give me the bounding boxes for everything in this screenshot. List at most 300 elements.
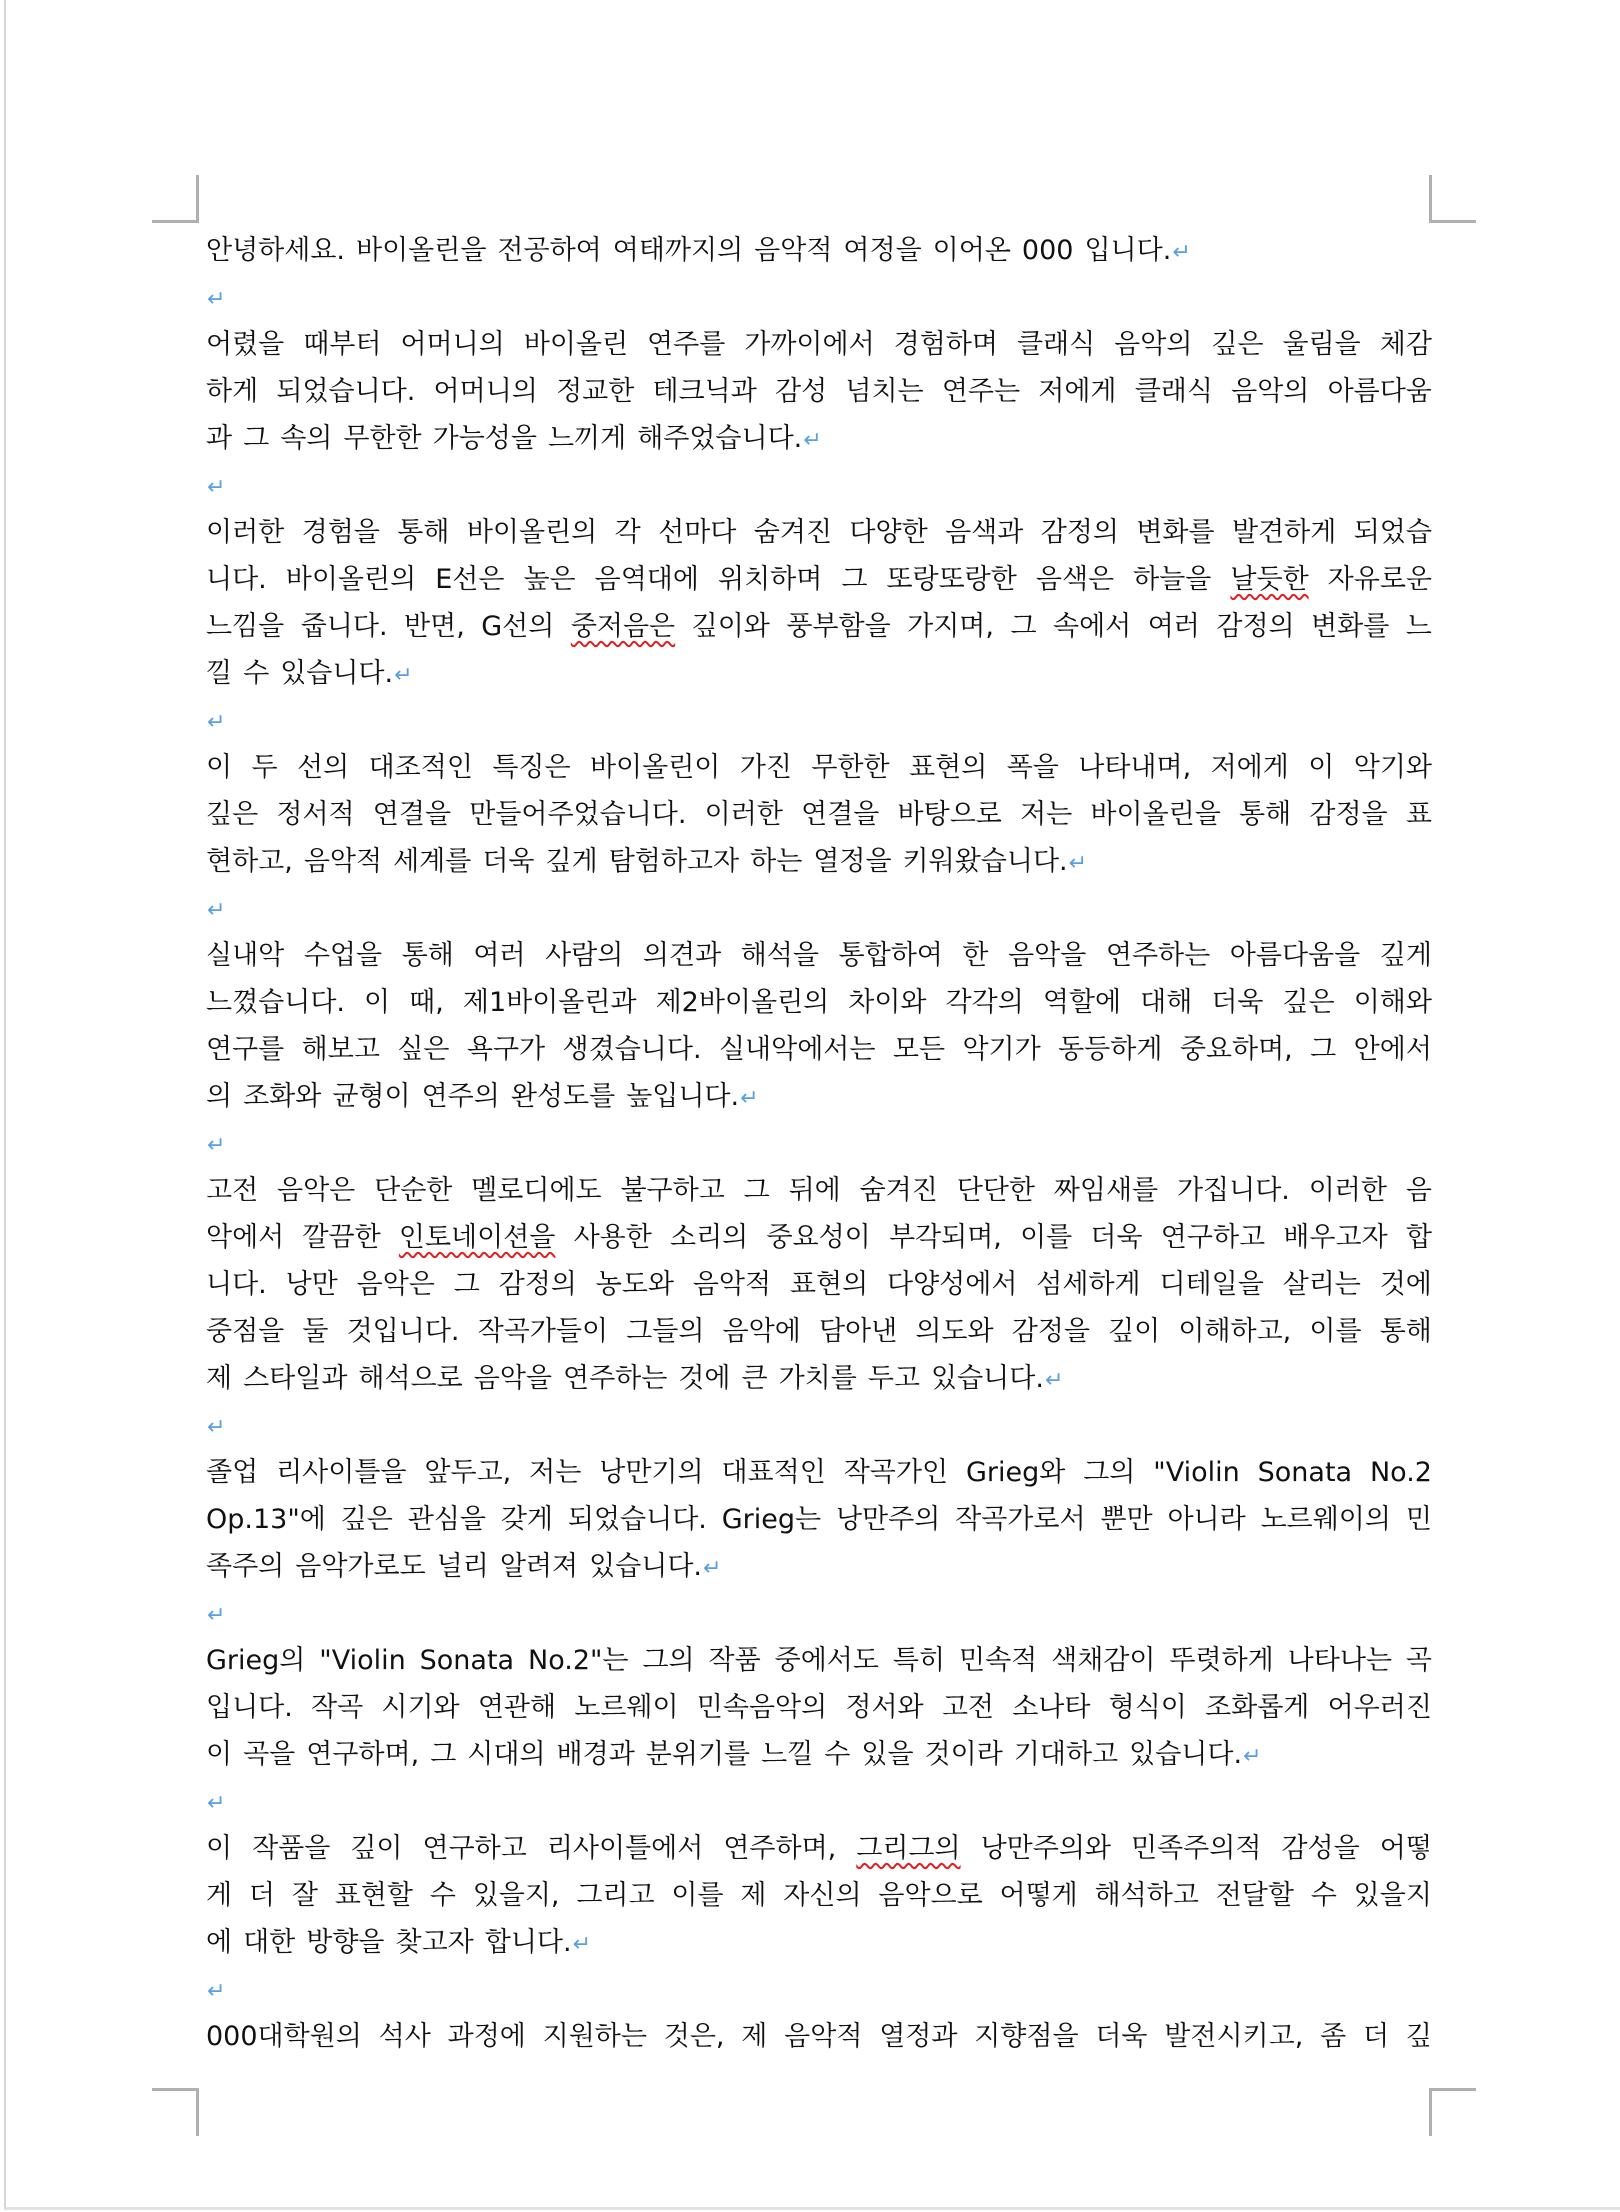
word: 느꼈습니다. (206, 986, 345, 1018)
word: 다양한 (849, 516, 928, 548)
word: 깊게 (1379, 939, 1432, 971)
word: 여러 (473, 939, 526, 971)
word: 동등하게 (1058, 1033, 1163, 1065)
word: 배우고자 (1283, 1221, 1388, 1253)
word: 넘치는 (845, 375, 924, 407)
word: 되었습 (1353, 516, 1432, 548)
word: 여정을 (843, 234, 922, 266)
word: 선의 (297, 751, 350, 783)
word: 뒤에 (788, 1174, 841, 1206)
word: 이 (206, 751, 233, 783)
word: 느 (1405, 610, 1432, 642)
word: 완성도를 (510, 1080, 616, 1112)
word: 그리고 (576, 1879, 655, 1911)
word: 것이라 (924, 1738, 1003, 1770)
text-line[interactable] (206, 1073, 1432, 1120)
word: 키워왔습니다. (902, 845, 1068, 877)
word: 욕구가 (466, 1033, 546, 1065)
word: 음악으로 (878, 1879, 983, 1911)
word: 어떻 (1379, 1832, 1432, 1864)
spelling-error-word: 날듯한 (1230, 563, 1309, 595)
text-line[interactable] (206, 1214, 1432, 1261)
word: 그 (743, 1174, 770, 1206)
word: 000 (1021, 234, 1074, 266)
text-line[interactable] (206, 368, 1432, 415)
empty-paragraph[interactable] (206, 885, 1432, 932)
text-line[interactable] (206, 1543, 1432, 1590)
word: 저는 (1020, 798, 1073, 830)
word: 소나타 (1012, 1691, 1091, 1723)
word: 감정의 (1216, 610, 1295, 642)
empty-paragraph[interactable] (206, 1590, 1432, 1637)
word: 조화와 (243, 1080, 322, 1112)
word: 변화를 (1311, 610, 1390, 642)
text-line[interactable] (206, 227, 1432, 274)
word: 것에 (678, 1362, 731, 1394)
word: 하게 (206, 375, 259, 407)
word: 음악의 (1114, 328, 1193, 360)
word: 정교한 (556, 375, 635, 407)
word: 통해 (1239, 798, 1292, 830)
word: 수 (429, 1879, 456, 1911)
word: 부각되며, (888, 1221, 1002, 1253)
word: 안녕하세요. (206, 234, 345, 266)
word: 살리는 (1282, 1268, 1361, 1300)
word: 그 (1010, 610, 1037, 642)
word: 있습니다. (280, 657, 394, 689)
word: 연결을 (372, 798, 452, 830)
word: 연주하는 (1105, 939, 1211, 971)
word: 노르웨이 (574, 1691, 679, 1723)
word: 작품을 (252, 1832, 331, 1864)
word: 고전 (941, 1691, 994, 1723)
word: 민족주의적 (1131, 1832, 1262, 1864)
empty-paragraph[interactable] (206, 1402, 1432, 1449)
word: 탐험하고자 (608, 845, 740, 877)
word: 표현의 (789, 1268, 869, 1300)
word: 가까이에서 (744, 328, 875, 360)
word: 그 (430, 1738, 457, 1770)
margin-corner-top-right-h (1429, 220, 1476, 223)
word: 느낌을 (206, 610, 285, 642)
word: 배경과 (556, 1738, 635, 1770)
word: 감정의 (1040, 516, 1119, 548)
word: 나타내며, (1078, 751, 1192, 783)
word: 게 (206, 1879, 233, 1911)
word: 여러 (1147, 610, 1200, 642)
empty-paragraph[interactable] (206, 274, 1432, 321)
word: 클래식 (1016, 328, 1096, 360)
word: 안에서 (1353, 1033, 1432, 1065)
word: 방향을 (306, 1926, 385, 1958)
word: 바이올린 (523, 328, 629, 360)
word: 중점을 (206, 1315, 285, 1347)
paragraph-mark-icon: ↵ (207, 897, 226, 923)
word: 높은 (523, 563, 576, 595)
word: 높입니다. (626, 1080, 740, 1112)
word: 실내악에서는 (718, 1033, 876, 1065)
word: 현하고, (206, 845, 293, 877)
word: 낄 (206, 657, 233, 689)
word: 연구하고 (422, 1832, 527, 1864)
paragraph-mark-icon: ↵ (207, 1978, 226, 2004)
word: 음 (1405, 1174, 1432, 1206)
text-line[interactable] (206, 1449, 1432, 1496)
paragraph-mark-icon: ↵ (803, 427, 822, 453)
word: 이를 (1020, 1221, 1073, 1253)
word: 연주는 (941, 375, 1021, 407)
word: 변화를 (1136, 516, 1215, 548)
text-line[interactable] (206, 1637, 1432, 1684)
word: 깊은 (1211, 328, 1264, 360)
word: 통해 (401, 939, 454, 971)
word: 더욱 (1090, 1221, 1143, 1253)
margin-corner-top-left-h (152, 220, 199, 223)
word: 해석으로 (358, 1362, 463, 1394)
empty-paragraph[interactable] (206, 1120, 1432, 1167)
paragraph-mark-icon: ↵ (740, 1085, 759, 1111)
empty-paragraph[interactable] (206, 462, 1432, 509)
word: 정서와 (845, 1691, 924, 1723)
word: 있을지 (1353, 1879, 1432, 1911)
text-line[interactable] (206, 979, 1432, 1026)
word: 발전시키고, (1164, 2020, 1304, 2052)
margin-corner-bottom-left (196, 2088, 199, 2136)
paragraph-mark-icon: ↵ (394, 662, 413, 688)
word: 때부터 (303, 328, 382, 360)
word: 수 (243, 657, 270, 689)
word: 스타일과 (243, 1362, 348, 1394)
word: 대조적인 (368, 751, 473, 783)
word: 중요하며, (1179, 1033, 1293, 1065)
paragraph-mark-icon: ↵ (207, 1132, 226, 1158)
word: 차이와 (848, 986, 927, 1018)
text-line[interactable] (206, 1825, 1432, 1872)
word: 깊이 (350, 1832, 403, 1864)
word: 연구를 (206, 1033, 285, 1065)
word: 체감 (1379, 328, 1432, 360)
word: 이해하고, (1178, 1315, 1292, 1347)
word: 중요성이 (766, 1221, 871, 1253)
word: 짜임새를 (1053, 1174, 1159, 1206)
word: 깊은 (1282, 986, 1335, 1018)
word: 가능성을 (432, 422, 537, 454)
word: 표현할 (334, 1879, 413, 1911)
word: 경험하며 (893, 328, 998, 360)
word: 작곡가로서 (955, 1503, 1086, 1535)
word: No.2 (1369, 1456, 1432, 1488)
word: 수업을 (303, 939, 383, 971)
text-line[interactable] (206, 556, 1432, 603)
word: 깊이와 (691, 610, 770, 642)
word: G선의 (481, 610, 555, 642)
word: 악기가 (962, 1033, 1041, 1065)
word: 숨겨진 (859, 1174, 938, 1206)
word: E선은 (435, 563, 505, 595)
word: Grieg와 (965, 1456, 1066, 1488)
word: 반면, (404, 610, 465, 642)
word: 대표적인 (721, 1456, 826, 1488)
word: 곡 (1405, 1644, 1432, 1676)
word: 아름다움을 (1229, 939, 1361, 971)
word: 특히 (892, 1644, 946, 1676)
word: 느낄 (761, 1738, 814, 1770)
word: 싶은 (397, 1033, 450, 1065)
word: 무한한 (343, 422, 422, 454)
text-line[interactable] (206, 1167, 1432, 1214)
word: 음악적 (754, 234, 833, 266)
word: 수 (1310, 1879, 1337, 1911)
text-line[interactable] (206, 1261, 1432, 1308)
word: 감성 (775, 375, 828, 407)
word: 음색은 (1035, 563, 1115, 595)
word: 그 (841, 563, 868, 595)
word: 선마다 (658, 516, 737, 548)
margin-corner-top-right (1429, 175, 1432, 223)
word: 그들의 (626, 1315, 705, 1347)
word: 해주었습니다. (637, 422, 803, 454)
word: 관심을 (407, 1503, 486, 1535)
word: 제 (206, 1362, 233, 1394)
word: 알려져 (499, 1550, 579, 1582)
word: 해석하고 (1094, 1879, 1199, 1911)
word: 통해 (1379, 1315, 1432, 1347)
word: 속의 (280, 422, 333, 454)
word: 단순한 (374, 1174, 453, 1206)
word: 찾고자 (395, 1926, 474, 1958)
word: 민 (1405, 1503, 1432, 1535)
text-line[interactable] (206, 1872, 1432, 1919)
word: 고전 (206, 1174, 259, 1206)
word: 합니다. (484, 1926, 572, 1958)
word: 낭만주의 (835, 1503, 941, 1535)
word: 이를 (671, 1879, 724, 1911)
word: 깊은 (340, 1503, 393, 1535)
word: 노르웨이의 (1260, 1503, 1391, 1535)
document-page (4, 0, 1620, 2210)
word: 낭만 (285, 1268, 338, 1300)
text-line[interactable] (206, 650, 1432, 697)
paragraph-mark-icon: ↵ (207, 1414, 226, 1440)
word: 연관해 (477, 1691, 557, 1723)
word: 바이올린을 (356, 234, 487, 266)
word: Op.13"에 (206, 1503, 326, 1535)
word: 이 (1308, 751, 1335, 783)
word: 리사이틀을 (276, 1456, 407, 1488)
word: 조화롭게 (1205, 1691, 1310, 1723)
word: 연결을 (801, 798, 880, 830)
word: 멜로디에도 (471, 1174, 602, 1206)
word: 더 (1362, 2020, 1390, 2052)
word: 음악에 (722, 1315, 801, 1347)
text-line[interactable] (206, 1308, 1432, 1355)
word: 형식이 (1108, 1691, 1187, 1723)
word: 음악을 (1008, 939, 1087, 971)
word: 특징은 (492, 751, 571, 783)
word: 큰 (741, 1362, 768, 1394)
word: "Violin (1153, 1456, 1240, 1488)
word: 것에 (1379, 1268, 1432, 1300)
text-line[interactable] (206, 1919, 1432, 1966)
empty-paragraph[interactable] (206, 1966, 1432, 2013)
word: 사용한 (573, 1221, 652, 1253)
word: 대해 (1140, 986, 1193, 1018)
word: 의 (206, 1080, 233, 1112)
word: 다양성에서 (887, 1268, 1018, 1300)
text-line[interactable] (206, 415, 1432, 462)
text-line[interactable] (206, 932, 1432, 979)
word: 리사이틀에서 (546, 1832, 704, 1864)
word: 생겼습니다. (562, 1033, 702, 1065)
word: 표현의 (909, 751, 988, 783)
word: 민속적 (958, 1644, 1038, 1676)
word: 입니다. (206, 1691, 293, 1723)
word: 음색과 (945, 516, 1024, 548)
paragraph-mark-icon: ↵ (1172, 239, 1191, 265)
word: 어떻게 (999, 1879, 1078, 1911)
word: 한 (962, 939, 989, 971)
word: 제 (740, 1879, 767, 1911)
text-line[interactable] (206, 744, 1432, 791)
word: 바이올린의 (285, 563, 417, 595)
text-line[interactable] (206, 838, 1432, 885)
text-line[interactable] (206, 321, 1432, 368)
word: 이 (364, 986, 391, 1018)
word: 의견과 (642, 939, 722, 971)
word: 각각의 (945, 986, 1024, 1018)
word: 해석을 (740, 939, 819, 971)
empty-paragraph[interactable] (206, 1778, 1432, 1825)
word: 지향점을 (974, 2020, 1079, 2052)
word: 이를 (1309, 1315, 1362, 1347)
word: 균형이 (332, 1080, 411, 1112)
word: 저는 (529, 1456, 582, 1488)
text-line[interactable] (206, 603, 1432, 650)
word: 그 (453, 1268, 480, 1300)
word: 담아낸 (818, 1315, 898, 1347)
word: 가치를 (778, 1362, 857, 1394)
word: 음악적 (303, 845, 383, 877)
word: 두 (251, 751, 278, 783)
word: 깊 (1405, 2020, 1432, 2052)
word: 있습니다. (1129, 1738, 1243, 1770)
text-line[interactable] (206, 509, 1432, 556)
word: 수 (824, 1738, 851, 1770)
word: 가진 (739, 751, 792, 783)
word: 이해와 (1353, 986, 1432, 1018)
word: 이 (206, 1738, 233, 1770)
word: 음역대에 (594, 563, 699, 595)
word: 석사 (378, 2020, 431, 2052)
text-line[interactable] (206, 1684, 1432, 1731)
word: 어머니의 (400, 328, 505, 360)
word: 디테일을 (1159, 1268, 1264, 1300)
word: 또랑또랑한 (886, 563, 1017, 595)
word: 연주의 (421, 1080, 500, 1112)
word: 졸업 (206, 1456, 259, 1488)
word: 풍부함을 (786, 610, 891, 642)
paragraph-mark-icon: ↵ (207, 1602, 226, 1628)
word: 있을지, (472, 1879, 560, 1911)
word: 폭을 (1006, 751, 1059, 783)
word: 연주하며, (723, 1832, 837, 1864)
empty-paragraph[interactable] (206, 697, 1432, 744)
word: 각 (614, 516, 641, 548)
word: 것입니다. (346, 1315, 460, 1347)
word: 곡을 (243, 1738, 296, 1770)
paragraph-mark-icon: ↵ (703, 1555, 722, 1581)
word: Sonata (1257, 1456, 1353, 1488)
word: 열정을 (813, 845, 892, 877)
word: 세계를 (393, 845, 472, 877)
word: 가지며, (907, 610, 994, 642)
word: 그의 (1083, 1456, 1136, 1488)
word: 연주를 (647, 328, 726, 360)
word: Grieg의 (206, 1644, 306, 1676)
word: 과 (206, 422, 233, 454)
text-line[interactable] (206, 1355, 1432, 1402)
word: 숨겨진 (753, 516, 833, 548)
word: 때, (409, 986, 444, 1018)
word: 과정에 (447, 2020, 526, 2052)
word: 느끼게 (547, 422, 627, 454)
text-line[interactable] (206, 1731, 1432, 1778)
text-line[interactable] (206, 1026, 1432, 1073)
word: 더욱 (482, 845, 535, 877)
word: 통해 (397, 516, 450, 548)
spelling-error-word: 그리그의 (856, 1832, 961, 1864)
word: 더 (248, 1879, 275, 1911)
word: 아름다움 (1327, 375, 1432, 407)
word: 널리 (436, 1550, 489, 1582)
text-line[interactable] (206, 791, 1432, 838)
word: 000대학원의 (206, 2020, 362, 2052)
word: 그 (243, 422, 270, 454)
word: No.2"는 (528, 1644, 629, 1676)
word: 지원하는 (542, 2020, 647, 2052)
text-line[interactable] (206, 2013, 1432, 2060)
word: 속에서 (1053, 610, 1132, 642)
paragraph-mark-icon: ↵ (572, 1931, 592, 1957)
margin-corner-top-left (196, 175, 199, 223)
word: 자유로운 (1327, 563, 1432, 595)
word: 의도와 (915, 1315, 994, 1347)
word: 분위기를 (645, 1738, 751, 1770)
word: 이러한 (206, 516, 285, 548)
word: 작곡가인 (843, 1456, 949, 1488)
text-line[interactable] (206, 1496, 1432, 1543)
paragraph-mark-icon: ↵ (1243, 1743, 1262, 1769)
word: 뚜렷하게 (1169, 1644, 1274, 1676)
word: 있습니다. (589, 1550, 703, 1582)
word: 어머니의 (433, 375, 538, 407)
word: 이어온 (932, 234, 1011, 266)
word: 되었습니다. (567, 1503, 707, 1535)
word: 작품 (708, 1644, 761, 1676)
word: 가집니다. (1176, 1174, 1290, 1206)
word: 에 (206, 1926, 233, 1958)
word: 열정과 (879, 2020, 958, 2052)
word: 사람의 (545, 939, 624, 971)
paragraph-mark-icon: ↵ (207, 474, 226, 500)
word: 발견하게 (1231, 516, 1337, 548)
word: 바탕으로 (897, 798, 1002, 830)
word: 무한한 (811, 751, 890, 783)
word: 연주하는 (563, 1362, 668, 1394)
word: 기대하고 (1013, 1738, 1119, 1770)
word: 불구하고 (620, 1174, 725, 1206)
word: 정서적 (276, 798, 355, 830)
